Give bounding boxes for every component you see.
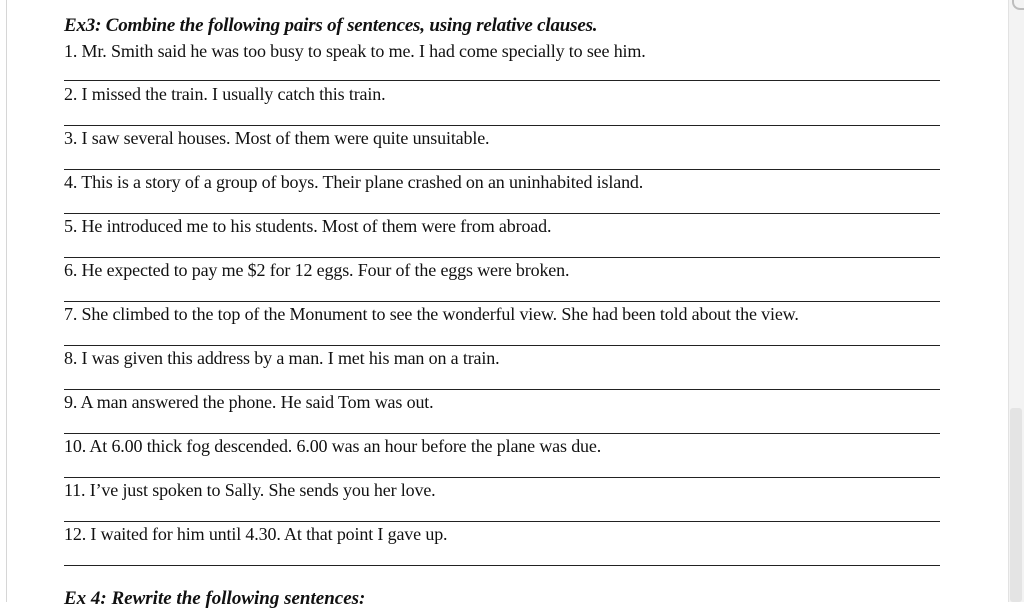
sentence-pair-10: 10. At 6.00 thick fog descended. 6.00 was an hour before the plane was due. — [64, 436, 602, 456]
exercise-4-heading: Ex 4: Rewrite the following sentences: — [64, 588, 366, 609]
answer-line-12 — [64, 565, 940, 566]
sentence-pair-12: 12. I waited for him until 4.30. At that point I gave up. — [64, 524, 448, 544]
sentence-pair-2: 2. I missed the train. I usually catch this train. — [64, 84, 386, 104]
exercise-3-heading: Ex3: Combine the following pairs of sentences, using relative clauses. — [64, 15, 598, 36]
sentence-pair-1: 1. Mr. Smith said he was too busy to speak to me. I had come specially to see him. — [64, 41, 646, 61]
page-left-edge — [6, 0, 7, 602]
answer-line-5 — [64, 257, 940, 258]
answer-line-9 — [64, 433, 940, 434]
sentence-pair-7: 7. She climbed to the top of the Monument to see the wonderful view. She had been told about the view. — [64, 304, 799, 324]
answer-line-4 — [64, 213, 940, 214]
answer-line-6 — [64, 301, 940, 302]
sentence-pair-4: 4. This is a story of a group of boys. Their plane crashed on an uninhabited island. — [64, 172, 644, 192]
answer-line-11 — [64, 521, 940, 522]
answer-line-10 — [64, 477, 940, 478]
vertical-scrollbar-thumb[interactable] — [1010, 408, 1022, 602]
answer-line-2 — [64, 125, 940, 126]
sentence-pair-9: 9. A man answered the phone. He said Tom was out. — [64, 392, 434, 412]
sentence-pair-11: 11. I’ve just spoken to Sally. She sends you her love. — [64, 480, 436, 500]
sentence-pair-6: 6. He expected to pay me $2 for 12 eggs. Four of the eggs were broken. — [64, 260, 570, 280]
answer-line-7 — [64, 345, 940, 346]
sentence-pair-8: 8. I was given this address by a man. I met his man on a train. — [64, 348, 500, 368]
answer-line-3 — [64, 169, 940, 170]
sentence-pair-3: 3. I saw several houses. Most of them were quite unsuitable. — [64, 128, 490, 148]
sentence-pair-5: 5. He introduced me to his students. Most of them were from abroad. — [64, 216, 552, 236]
answer-line-1 — [64, 80, 940, 81]
answer-line-8 — [64, 389, 940, 390]
